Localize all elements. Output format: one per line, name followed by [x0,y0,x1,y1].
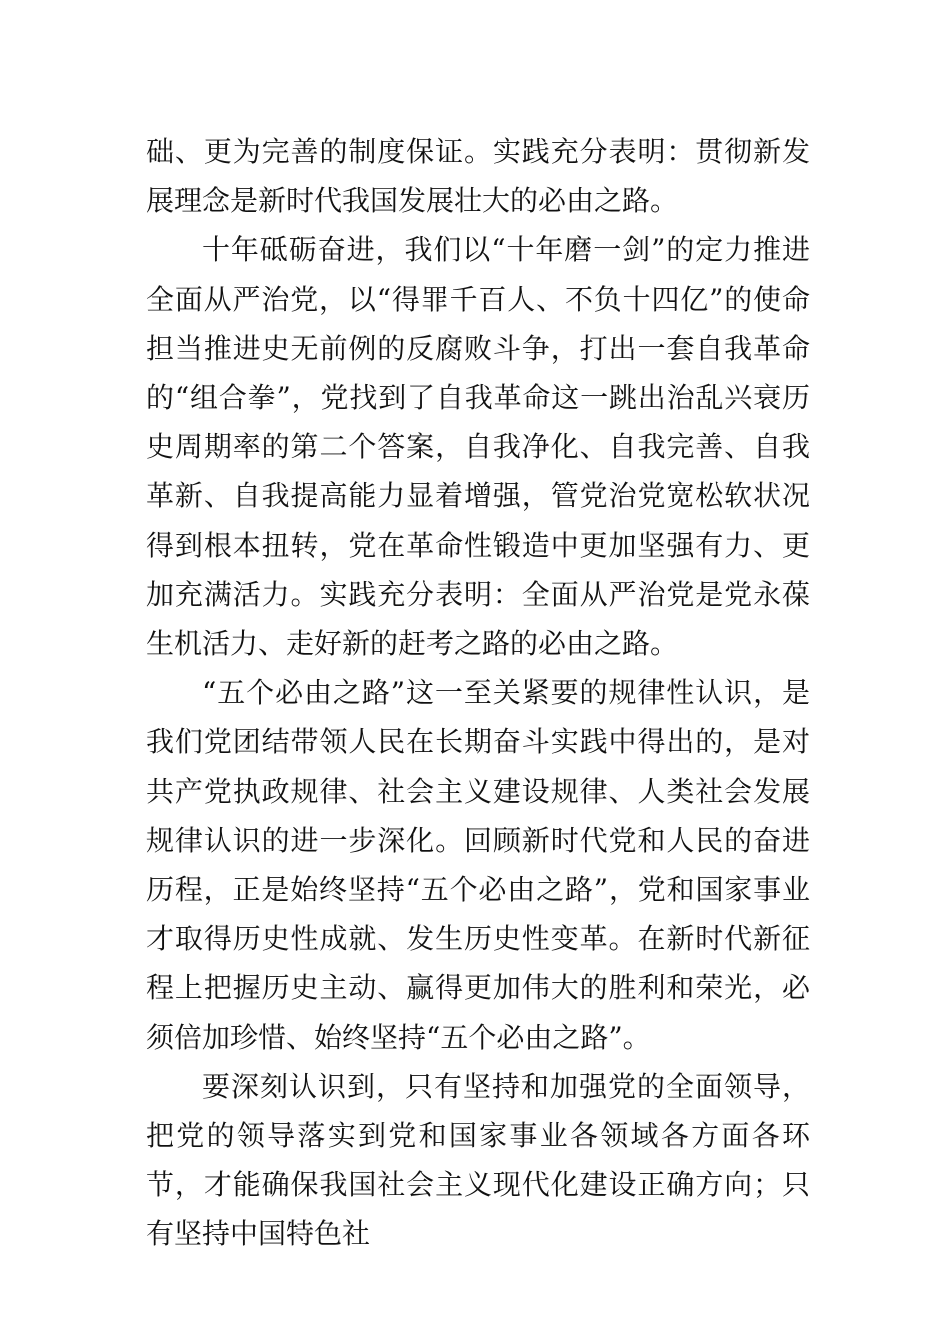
paragraph: 十年砥砺奋进，我们以“十年磨一剑”的定力推进全面从严治党，以“得罪千百人、不负十四亿”的使命担当推进史无前例的反腐败斗争，打出一套自我革命的“组合拳”，党找到了自我革命这一跳出治乱兴衰历史周期率的第二个答案，自我净化、自我完善、自我革新、自我提高能力显着增强，管党治党宽松软状况得到根本扭转，党在革命性锻造中更加坚强有力、更加充满活力。实践充分表明：全面从严治党是党永葆生机活力、走好新的赶考之路的必由之路。 [146,233,810,661]
paragraph: 要深刻认识到，只有坚持和加强党的全面领导，把党的领导落实到党和国家事业各领域各方面各环节，才能确保我国社会主义现代化建设正确方向；只有坚持中国特色社 [146,1069,810,1251]
paragraph-continuation: 础、更为完善的制度保证。实践充分表明：贯彻新发展理念是新时代我国发展壮大的必由之路。 [146,135,810,218]
document-body [146,127,810,1259]
paragraph: “五个必由之路”这一至关紧要的规律性认识，是我们党团结带领人民在长期奋斗实践中得出的，是对共产党执政规律、社会主义建设规律、人类社会发展规律认识的进一步深化。回顾新时代党和人民的奋进历程，正是始终坚持“五个必由之路”，党和国家事业才取得历史性成就、发生历史性变革。在新时代新征程上把握历史主动、赢得更加伟大的胜利和荣光，必须倍加珍惜、始终坚持“五个必由之路”。 [146,676,810,1054]
